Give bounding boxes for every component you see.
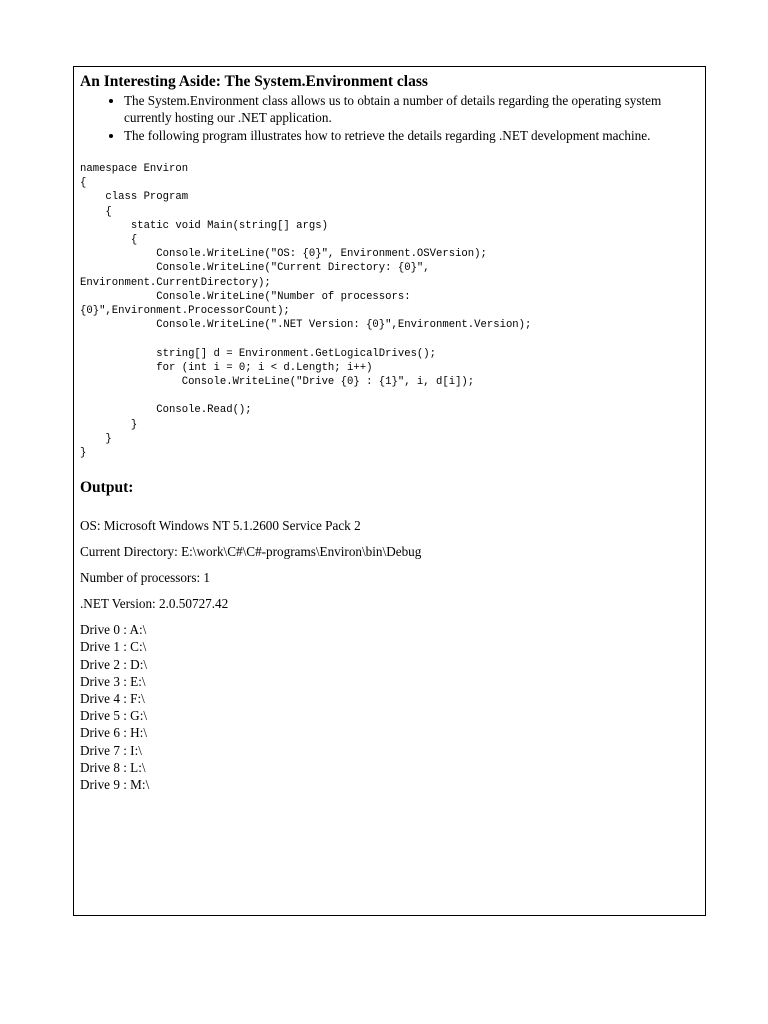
- bullet-item: • The following program illustrates how to retrieve the details regarding .NET development machine.: [124, 127, 699, 144]
- bullet-list: [80, 92, 699, 144]
- drive-line: Drive 9 : M:\: [80, 777, 150, 793]
- output-version-line: .NET Version: 2.0.50727.42: [80, 596, 229, 612]
- output-heading: Output:: [80, 479, 134, 497]
- drive-line: Drive 8 : L:\: [80, 759, 146, 775]
- drive-line: Drive 2 : D:\: [80, 656, 148, 672]
- content-frame: [73, 66, 706, 916]
- drive-line: Drive 4 : F:\: [80, 691, 145, 707]
- section-title: An Interesting Aside: The System.Environment class: [80, 73, 428, 90]
- drive-line: Drive 5 : G:\: [80, 708, 148, 724]
- drive-line: Drive 3 : E:\: [80, 673, 146, 689]
- output-os-line: OS: Microsoft Windows NT 5.1.2600 Service Pack 2: [80, 518, 361, 534]
- drive-list: [80, 621, 699, 793]
- bullet-item: • The System.Environment class allows us to obtain a number of details regarding the operating system currently hosting our .NET application.: [124, 92, 699, 126]
- drive-line: Drive 1 : C:\: [80, 639, 147, 655]
- output-directory-line: Current Directory: E:\work\C#\C#-programs\Environ\bin\Debug: [80, 544, 422, 560]
- document-body: [80, 73, 699, 793]
- output-processors-line: Number of processors: 1: [80, 570, 211, 586]
- code-block: namespace Environ { class Program { static void Main(string[] args) { Console.WriteLine("OS: {0}", Environment.OSVersion); Console.WriteLine("Current Directory: {0}", Environment.CurrentDirectory); Console.WriteLine("Number of processors: {0}",Environment.ProcessorCount); Console.WriteLine(".NET Version: {0}",Environment.Version); string[] d = Environment.GetLogicalDrives(); for (int i = 0; i < d.Length; i++) Console.WriteLine("Drive {0} : {1}", i, d[i]); Console.Read(); } } }: [80, 163, 532, 460]
- drive-line: Drive 6 : H:\: [80, 725, 148, 741]
- drive-line: Drive 7 : I:\: [80, 742, 142, 758]
- drive-line: Drive 0 : A:\: [80, 622, 147, 638]
